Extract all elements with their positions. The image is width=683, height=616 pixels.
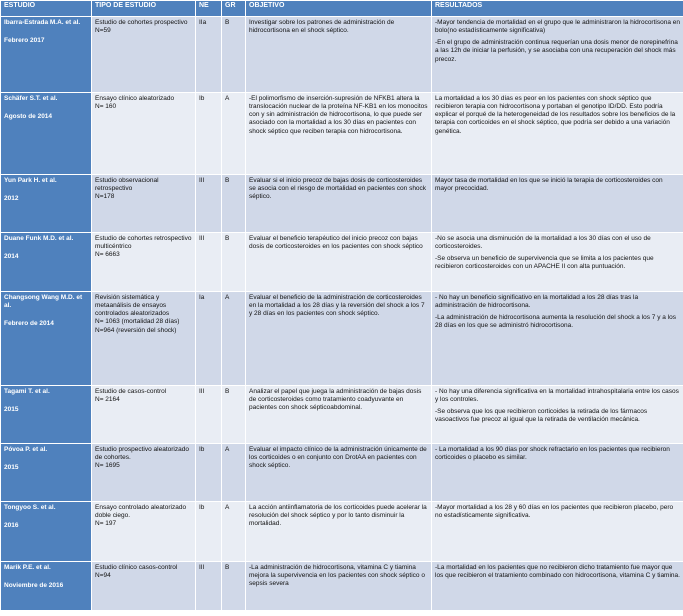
study-cell [1,93,92,175]
result-1: Mayor tasa de mortalidad en los que se inició la terapia de corticosteroides con mayor precocidad. [435,177,663,193]
study-date: Febrero de 2014 [4,320,54,328]
type-cell [92,17,196,93]
table-row [1,93,683,175]
objective-cell: Investigar sobre los patrones de administración de hidrocortisona en el shock séptico. [246,17,432,93]
result-2: -Se observa que los que recibieron corticoides la retirada de los fármacos vasoactivos fue precoz al igual que la retirada de ventilación mecánica. [435,408,648,424]
study-author: Changsong Wang M.D. et al. [4,294,83,310]
study-cell [1,292,92,386]
type-cell [92,175,196,233]
type-cell [92,502,196,562]
objective-cell: -El polimorfismo de inserción-supresión de NFKB1 altera la translocación nuclear de la proteína NF-KB1 en los monocitos con y sin administración de hidrocortisona, lo que puede ser asociado con la mortalidad a los 30 días en pacientes con shock séptico que reciben terapia con hidrocortisona. [246,93,432,175]
study-cell [1,175,92,233]
result-1: -No se asocia una disminución de la mortalidad a los 30 días con el uso de corticosteroides. [435,235,651,251]
study-date: 2014 [4,253,19,261]
table-row [1,233,683,292]
header-tipo: TIPO DE ESTUDIO [92,1,196,17]
type-cell [92,93,196,175]
result-2: -La administración de hidrocortisona aumenta la resolución del shock a los 7 y a los 28 días en los que se administró hidrocortisona. [435,314,676,330]
type-cell [92,233,196,292]
header-objetivo: OBJETIVO [246,1,432,17]
result-1: - La mortalidad a los 90 días por shock refractario en los pacientes que recibieron corticoides o placebo es similar. [435,446,670,462]
study-cell [1,502,92,562]
study-cell [1,562,92,611]
objective-cell: La acción antiinflamatoria de los corticoides puede acelerar la resolución del shock séptico y por lo tanto disminuir la mortalidad. [246,502,432,562]
study-date: 2012 [4,195,19,203]
result-2: -Se observa un beneficio de supervivencia que se limita a los pacientes que recibieron corticosteroides con un APACHE II con alta puntuación. [435,255,654,271]
gr-cell: B [222,562,246,611]
gr-cell: B [222,17,246,93]
sample-size: N= 1063 (mortalidad 28 días) [95,318,180,326]
ne-cell: Ib [196,444,222,502]
results-cell [432,292,683,386]
study-cell [1,444,92,502]
objective-cell: Analizar el papel que juega la administración de bajas dosis de corticosteroides como tratamiento coadyuvante en pacientes con shock sépticoabdominal. [246,386,432,444]
type-cell [92,292,196,386]
study-cell [1,17,92,93]
sample-size: N= 160 [95,103,117,111]
results-cell [432,444,683,502]
study-author: Marik P.E. et al. [4,564,51,571]
table-row [1,502,683,562]
result-1: - No hay un beneficio significativo en la mortalidad a los 28 días tras la administración de hidrocortisona. [435,294,639,310]
sample-size: N= 2164 [95,396,120,404]
objective-cell: Evaluar el beneficio de la administración de corticosteroides en la mortalidad a los 28 días y la reversión del shock a los 7 y 28 días en los pacientes con shock séptico. [246,292,432,386]
study-type: Revisión sistemática y metaanálisis de ensayos controlados aleatorizados [95,294,170,318]
study-type: Estudio de cohortes retrospectivo multicéntrico [95,235,192,251]
sample-size: N= 197 [95,520,117,528]
results-cell [432,233,683,292]
header-row [1,1,683,17]
study-type: Estudio de casos-control [95,388,167,395]
result-1: La mortalidad a los 30 días es peor en los pacientes con shock séptico que recibieron terapia con hidrocortisona y portaban el genotipo ID/DD. Esto podría explicar el porqué de la heterogeneidad de los resultados sobre los beneficios de la terapia con corticoides en el shock séptico, que podría ser debido a una variación genética. [435,95,676,135]
ne-cell: III [196,233,222,292]
objective-cell: Evaluar el impacto clínico de la administración únicamente de los corticoides o en conjunto con DrotAA en pacientes con shock séptico. [246,444,432,502]
gr-cell: B [222,386,246,444]
sample-size: N=178 [95,193,115,201]
objective-cell: Evaluar si el inicio precoz de bajas dosis de corticosteroides se asocia con el riesgo de mortalidad en pacientes con shock séptico. [246,175,432,233]
study-date: Noviembre de 2016 [4,582,64,590]
results-cell [432,17,683,93]
study-date: 2016 [4,522,19,530]
objective-cell: -La administración de hidrocortisona, vitamina C y tiamina mejora la supervivencia en los pacientes con shock séptico o sepsis severa [246,562,432,611]
gr-cell: A [222,292,246,386]
results-cell [432,562,683,611]
study-type: Estudio clínico casos-control [95,564,178,571]
type-cell [92,562,196,611]
study-date: 2015 [4,464,19,472]
table-row [1,292,683,386]
sample-size: N=59 [95,27,111,35]
ne-cell: III [196,562,222,611]
gr-cell: A [222,502,246,562]
study-type: Ensayo clínico aleatorizado [95,95,175,102]
ne-cell: Ib [196,93,222,175]
study-cell [1,233,92,292]
type-cell [92,444,196,502]
study-type: Ensayo controlado aleatorizado doble ciego. [95,504,187,520]
gr-cell: A [222,444,246,502]
type-cell [92,386,196,444]
table-row [1,17,683,93]
study-type: Estudio de cohortes prospectivo [95,19,188,26]
results-cell [432,175,683,233]
sample-size: N=94 [95,572,111,580]
gr-cell: A [222,93,246,175]
ne-cell: Ib [196,502,222,562]
sample-size-extra: N=964 (reversión del shock) [95,326,177,334]
study-author: Duane Funk M.D. et al. [4,235,74,242]
sample-size: N= 6663 [95,251,120,259]
result-1: - No hay una diferencia significativa en la mortalidad intrahospitalaria entre los casos y los controles. [435,388,679,404]
study-author: Schäfer S.T. et al. [4,95,58,102]
study-date: Agosto de 2014 [4,113,53,121]
gr-cell: B [222,175,246,233]
ne-cell: III [196,175,222,233]
result-1: -La mortalidad en los pacientes que no recibieron dicho tratamiento fue mayor que los que recibieron el tratamiento combinado con hidrocortisona, vitamina C y tiamina. [435,564,680,580]
results-cell [432,502,683,562]
table-row [1,175,683,233]
ne-cell: IIa [196,17,222,93]
study-author: Yun Park H. et al. [4,177,57,184]
study-author: Ibarra-Estrada M.A. et al. [4,19,81,26]
results-cell [432,386,683,444]
study-type: Estudio observacional retrospectivo [95,177,159,193]
sample-size: N= 1695 [95,462,120,470]
study-author: Tongyoo S. et al. [4,504,56,511]
results-cell [432,93,683,175]
header-ne: NE [196,1,222,17]
study-type: Estudio prospectivo aleatorizado de cohortes. [95,446,189,462]
study-date: Febrero 2017 [4,37,45,45]
gr-cell: B [222,233,246,292]
study-author: Póvoa P. et al. [4,446,48,453]
study-date: 2015 [4,406,19,414]
table-row [1,562,683,611]
header-estudio: ESTUDIO [1,1,92,17]
result-1: -Mayor tendencia de mortalidad en el grupo que le administraron la hidrocortisona en bolo(no estadísticamente significativa) [435,19,680,35]
result-2: -En el grupo de administración continua requerían una dosis menor de norepinefrina a las 12h de iniciar la perfusión, y se asociaba con una recuperación del shock más precoz. [435,39,678,63]
result-1: -Mayor mortalidad a los 28 y 60 días en los pacientes que recibieron placebo, pero no estadísticamente significativa. [435,504,674,520]
table-row [1,444,683,502]
study-author: Tagami T. et al. [4,388,50,395]
header-resultados: RESULTADOS [432,1,683,17]
study-cell [1,386,92,444]
table-row [1,386,683,444]
ne-cell: III [196,386,222,444]
ne-cell: Ia [196,292,222,386]
header-gr: GR [222,1,246,17]
objective-cell: Evaluar el beneficio terapéutico del inicio precoz con bajas dosis de corticosteroides en los pacientes con shock séptico [246,233,432,292]
